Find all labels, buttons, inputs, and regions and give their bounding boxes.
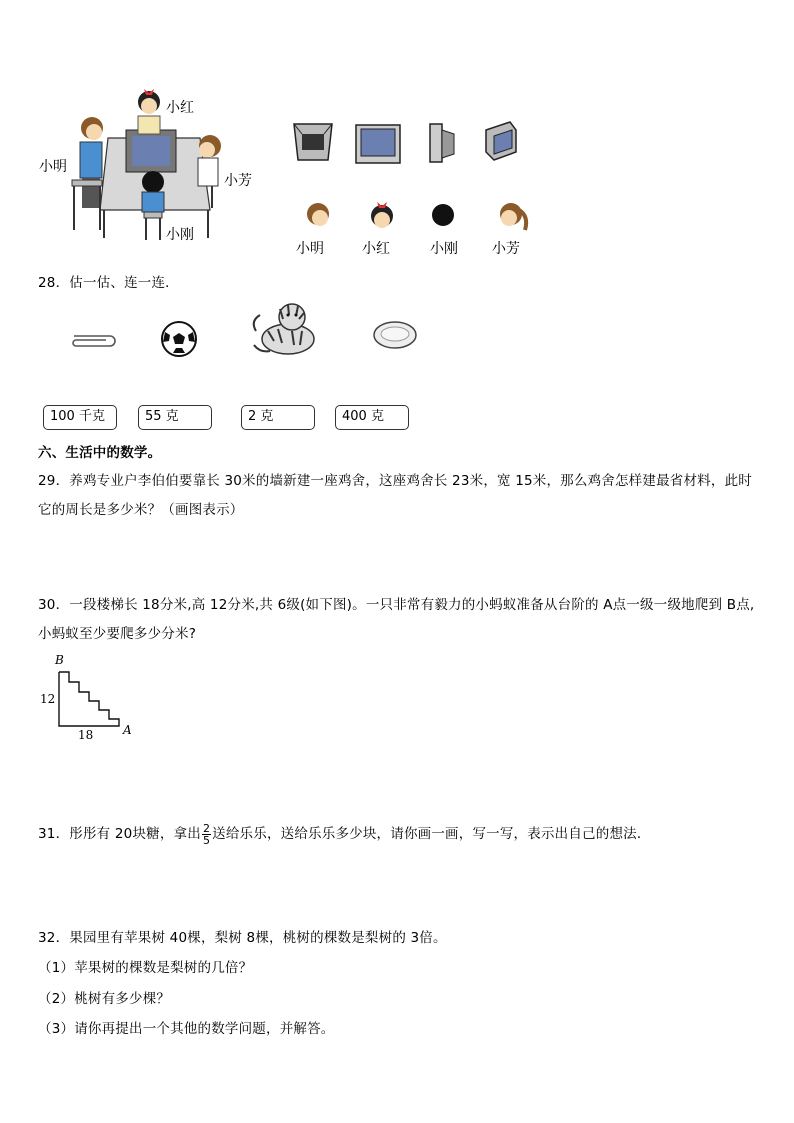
computer-view-back-icon [292, 122, 334, 162]
scene-name-xiaofang: 小芳 [224, 173, 252, 189]
scene-name-xiaohong: 小红 [166, 100, 194, 116]
head-xiaogang-icon [430, 200, 456, 232]
head-xiaoming-icon [305, 200, 331, 232]
stair-label-b: B [55, 653, 64, 667]
head-xiaofang-icon [497, 200, 531, 234]
q32-sub-3: （3）请你再提出一个其他的数学问题，并解答。 [38, 1021, 335, 1037]
q29-line-1: 29．养鸡专业户李伯伯要靠长 30米的墙新建一座鸡舍，这座鸡舍长 23米，宽 15米，那么鸡舍怎样建最省材料，此时 [38, 473, 752, 489]
q28-title: 28．估一估、连一连． [38, 275, 179, 291]
computer-view-front-icon [355, 124, 401, 164]
q32-sub-2: （2）桃树有多少棵？ [38, 991, 171, 1007]
q31-frac-numerator: 2 [202, 821, 211, 835]
scene-name-xiaogang: 小刚 [166, 227, 194, 243]
weight-box-2g: 2 克 [241, 405, 315, 430]
table-scene-illustration [60, 80, 240, 245]
stair-length-label: 18 [78, 728, 94, 742]
q32-line-1: 32．果园里有苹果树 40棵，梨树 8棵，桃树的棵数是梨树的 3倍。 [38, 930, 447, 946]
q30-line-1: 30．一段楼梯长 18分米,高 12分米,共 6级(如下图)。一只非常有毅力的小蚂蚁准备从台阶的 A点一级一级地爬到 B点, [38, 597, 755, 613]
stair-label-a: A [123, 723, 132, 737]
q30-line-2: 小蚂蚁至少要爬多少分米? [38, 626, 197, 642]
computer-view-angle-icon [482, 120, 520, 162]
computer-view-side-icon [428, 122, 456, 164]
stair-height-label: 12 [40, 692, 56, 706]
q31-fraction [202, 823, 211, 846]
tiger-icon [248, 301, 318, 357]
head-name-xiaoming: 小明 [296, 241, 324, 257]
weight-box-100kg: 100 千克 [43, 405, 117, 430]
head-name-xiaogang: 小刚 [430, 241, 458, 257]
head-xiaohong-icon [369, 200, 395, 234]
paperclip-icon [68, 333, 116, 349]
q31-text-before: 31．彤彤有 20块糖，拿出 [38, 826, 201, 842]
soccer-ball-icon [159, 320, 199, 358]
q29-line-2: 它的周长是多少米？（画图表示） [38, 502, 244, 518]
q31-text-after: 送给乐乐，送给乐乐多少块，请你画一画，写一写，表示出自己的想法． [212, 826, 651, 842]
head-name-xiaohong: 小红 [362, 241, 390, 257]
head-name-xiaofang: 小芳 [492, 241, 520, 257]
q32-sub-1: （1）苹果树的棵数是梨树的几倍？ [38, 960, 253, 976]
scene-name-xiaoming: 小明 [39, 159, 67, 175]
q31-frac-denominator: 5 [202, 833, 211, 847]
weight-box-55g: 55 克 [138, 405, 212, 430]
section-6-title: 六、生活中的数学。 [38, 445, 162, 461]
weight-box-400g: 400 克 [335, 405, 409, 430]
q31-line [38, 822, 651, 846]
plate-icon [372, 320, 418, 350]
